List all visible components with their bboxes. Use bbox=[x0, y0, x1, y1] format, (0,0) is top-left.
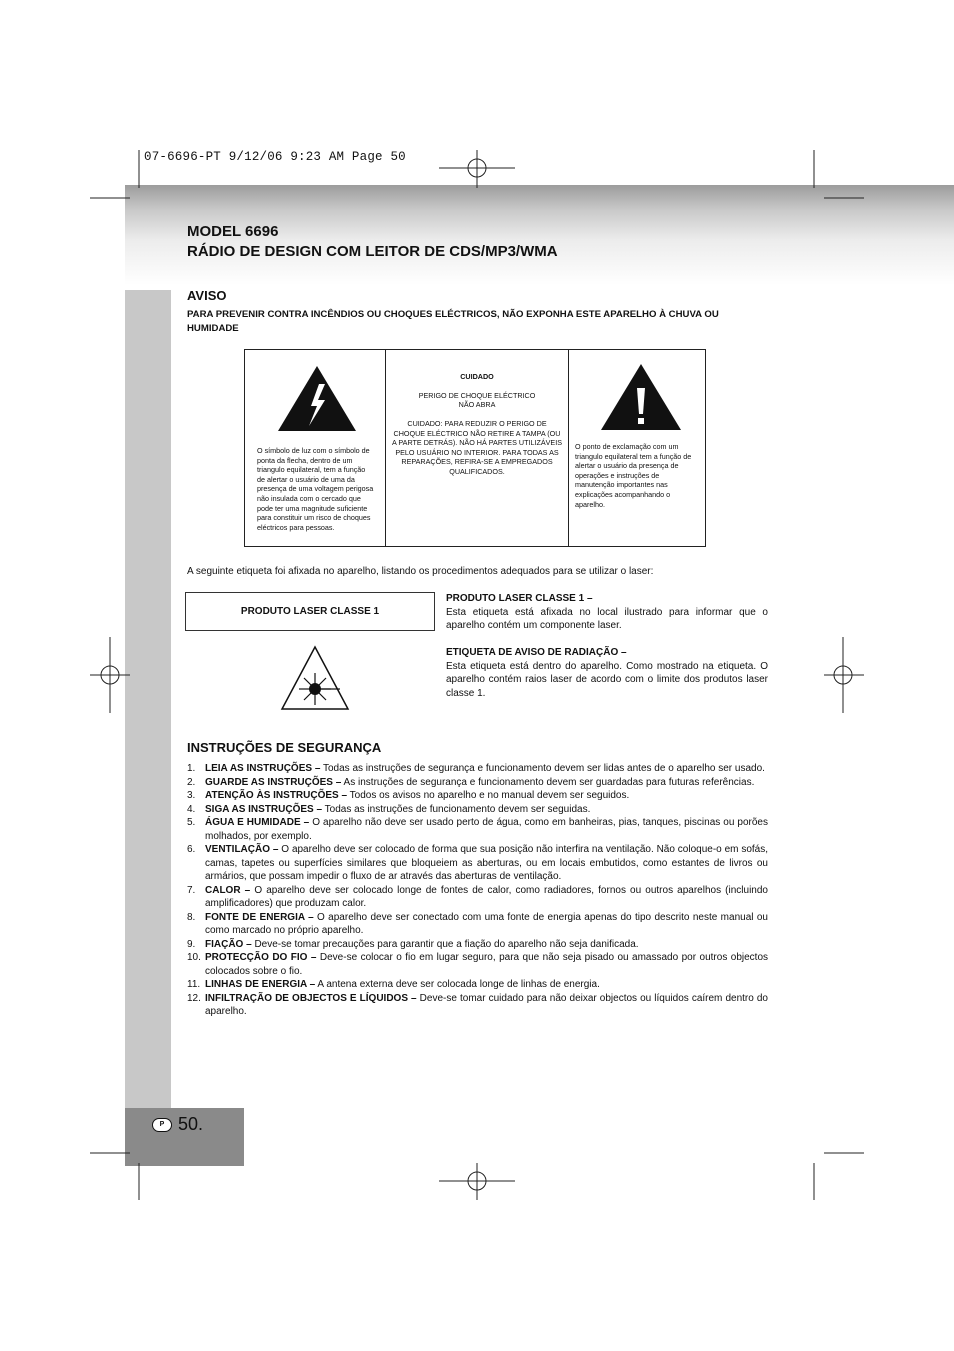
instruction-number: 7. bbox=[187, 884, 196, 896]
instruction-title: FONTE DE ENERGIA – bbox=[205, 911, 314, 923]
instruction-text: O aparelho deve ser colocado longe de fontes de calor, como radiadores, fornos ou outros aparelhos (incluindo amplificadores) que produzam calor. bbox=[205, 884, 768, 909]
caution-line2: NÃO ABRA bbox=[458, 400, 496, 409]
instructions-list bbox=[187, 762, 768, 1019]
instruction-title: VENTILAÇÃO – bbox=[205, 844, 279, 855]
instruction-text: O aparelho deve ser colocado de forma que sua posição não interfira na ventilação. Não coloque-o em sofás, camas, tapetes ou superfícies similares que bloqueiem as aberturas, ou em locais embutidos, como estantes de livros ou armários, que possam impedir o fluxo de ar através das aberturas de ventilação. bbox=[205, 844, 769, 882]
instruction-title: ÁGUA E HUMIDADE – bbox=[205, 817, 310, 828]
instruction-text: Deve-se tomar cuidado para não deixar objectos ou líquidos caírem dentro do aparelho. bbox=[205, 992, 768, 1017]
instruction-number: 3. bbox=[187, 790, 196, 801]
laser-class-description bbox=[446, 592, 768, 633]
instruction-item bbox=[187, 951, 768, 978]
radiation-label-text: Esta etiqueta está dentro do aparelho. Como mostrado na etiqueta. O aparelho contém raios laser de acordo com o limite dos produtos laser classe 1. bbox=[446, 660, 768, 699]
instruction-number: 11. bbox=[187, 979, 201, 990]
model-name: MODEL 6696 bbox=[187, 223, 279, 240]
print-slug: 07-6696-PT 9/12/06 9:23 AM Page 50 bbox=[144, 150, 406, 164]
instruction-title: LINHAS DE ENERGIA – bbox=[205, 979, 316, 990]
instruction-number: 1. bbox=[187, 763, 196, 774]
exclamation-warning-icon bbox=[569, 350, 705, 440]
instruction-item bbox=[187, 938, 768, 952]
radiation-label-description bbox=[446, 646, 768, 700]
instruction-item bbox=[187, 816, 768, 843]
instruction-text: O aparelho deve ser conectado com uma fonte de energia apenas do tipo descrito neste manual ou como marcado no próprio aparelho. bbox=[205, 911, 768, 936]
instruction-title: PROTECÇÃO DO FIO – bbox=[205, 952, 317, 963]
instruction-text: Deve-se tomar precauções para garantir que a fiação do aparelho não seja danificada. bbox=[251, 938, 639, 950]
laser-hazard-icon bbox=[280, 643, 352, 713]
page-title bbox=[187, 222, 558, 262]
language-badge: P bbox=[152, 1118, 172, 1132]
instruction-number: 4. bbox=[187, 803, 196, 815]
page-number-text: 50. bbox=[178, 1114, 204, 1134]
warning-symbols-table bbox=[244, 349, 706, 547]
laser-intro: A seguinte etiqueta foi afixada no aparelho, listando os procedimentos adequados para se utilizar o laser: bbox=[187, 566, 654, 577]
instruction-number: 6. bbox=[187, 844, 196, 855]
aviso-heading: AVISO bbox=[187, 288, 227, 303]
instruction-text: Todas as instruções de segurança e funcionamento devem ser lidas antes de o aparelho ser usado. bbox=[320, 763, 765, 774]
laser-class-title: PRODUTO LASER CLASSE 1 – bbox=[446, 593, 593, 604]
instruction-text: Todos os avisos no aparelho e no manual devem ser seguidos. bbox=[347, 790, 630, 801]
page-number bbox=[152, 1114, 203, 1135]
instruction-title: INFILTRAÇÃO DE OBJECTOS E LÍQUIDOS – bbox=[205, 992, 417, 1004]
instructions-heading: INSTRUÇÕES DE SEGURANÇA bbox=[187, 740, 382, 755]
instruction-text: Todas as instruções de funcionamento devem ser seguidas. bbox=[322, 803, 591, 815]
caution-column bbox=[386, 350, 569, 546]
instruction-number: 2. bbox=[187, 776, 196, 788]
instruction-number: 8. bbox=[187, 911, 196, 923]
instruction-item bbox=[187, 803, 768, 817]
instruction-number: 10. bbox=[187, 952, 201, 963]
instruction-title: SIGA AS INSTRUÇÕES – bbox=[205, 803, 323, 815]
instruction-number: 12. bbox=[187, 992, 201, 1004]
caution-body: CUIDADO: PARA REDUZIR O PERIGO DE CHOQUE ELÉCTRICO NÃO RETIRE A TAMPA (OU A PARTE DETRÁS). NÃO HÁ PARTES UTILIZÁVEIS PELO USUÁRIO NO INTERIOR. PARA TODAS AS REPARAÇÕES, REFIRA-SE A EMPREGADOS QUALIFICADOS. bbox=[392, 419, 563, 476]
laser-class-label: PRODUTO LASER CLASSE 1 bbox=[185, 592, 435, 631]
instruction-item bbox=[187, 992, 768, 1019]
instruction-item bbox=[187, 978, 768, 992]
instruction-title: FIAÇÃO – bbox=[205, 938, 252, 950]
caution-line1: PERIGO DE CHOQUE ELÉCTRICO bbox=[418, 391, 536, 400]
instruction-title: CALOR – bbox=[205, 884, 251, 896]
instruction-title: ATENÇÃO ÀS INSTRUÇÕES – bbox=[205, 790, 348, 801]
lightning-column bbox=[245, 350, 386, 546]
aviso-warning: PARA PREVENIR CONTRA INCÊNDIOS OU CHOQUES ELÉCTRICOS, NÃO EXPONHA ESTE APARELHO À CHUVA OU HUMIDADE bbox=[187, 309, 719, 334]
laser-class-text: Esta etiqueta está afixada no local ilustrado para informar que o aparelho contém um componente laser. bbox=[446, 606, 768, 632]
lightning-description: O símbolo de luz com o símbolo de ponta da flecha, dentro de um triangulo equilateral, tem a função de alertar o usuário de uma da presença de uma voltagem perigosa não insulada com o cercado que pode ter uma magnitude suficiente para constituir um risco de choques eléctricos para pessoas. bbox=[257, 446, 374, 532]
radiation-label-title: ETIQUETA DE AVISO DE RADIAÇÃO – bbox=[446, 647, 627, 658]
instruction-text: Deve-se colocar o fio em lugar seguro, para que não seja pisado ou amassado por outros objectos colocados sobre o fio. bbox=[205, 952, 769, 977]
instruction-item bbox=[187, 843, 768, 884]
caution-title: CUIDADO bbox=[460, 372, 494, 381]
instruction-item bbox=[187, 884, 768, 911]
instruction-text: As instruções de segurança e funcionamento devem ser guardadas para futuras referências. bbox=[341, 776, 755, 788]
product-subtitle: RÁDIO DE DESIGN COM LEITOR DE CDS/MP3/WMA bbox=[187, 243, 558, 260]
instruction-title: LEIA AS INSTRUÇÕES – bbox=[205, 763, 321, 774]
instruction-item bbox=[187, 776, 768, 790]
instruction-item bbox=[187, 911, 768, 938]
instruction-title: GUARDE AS INSTRUÇÕES – bbox=[205, 776, 342, 788]
lightning-warning-icon bbox=[245, 350, 385, 446]
instruction-text: O aparelho não deve ser usado perto de água, como em banheiras, pias, tanques, piscinas ou porões molhados, por exemplo. bbox=[205, 817, 768, 842]
instruction-item bbox=[187, 762, 768, 776]
instruction-number: 5. bbox=[187, 817, 196, 828]
exclamation-description: O ponto de exclamação com um triangulo equilateral tem a função de alertar o usuário da presença de operações e instruções de manutenção importantes nas explicações acompanhando o aparelho. bbox=[575, 442, 692, 509]
exclamation-column bbox=[569, 350, 705, 546]
instruction-text: A antena externa deve ser colocada longe de linhas de energia. bbox=[315, 979, 600, 990]
instruction-number: 9. bbox=[187, 938, 196, 950]
instruction-item bbox=[187, 789, 768, 803]
